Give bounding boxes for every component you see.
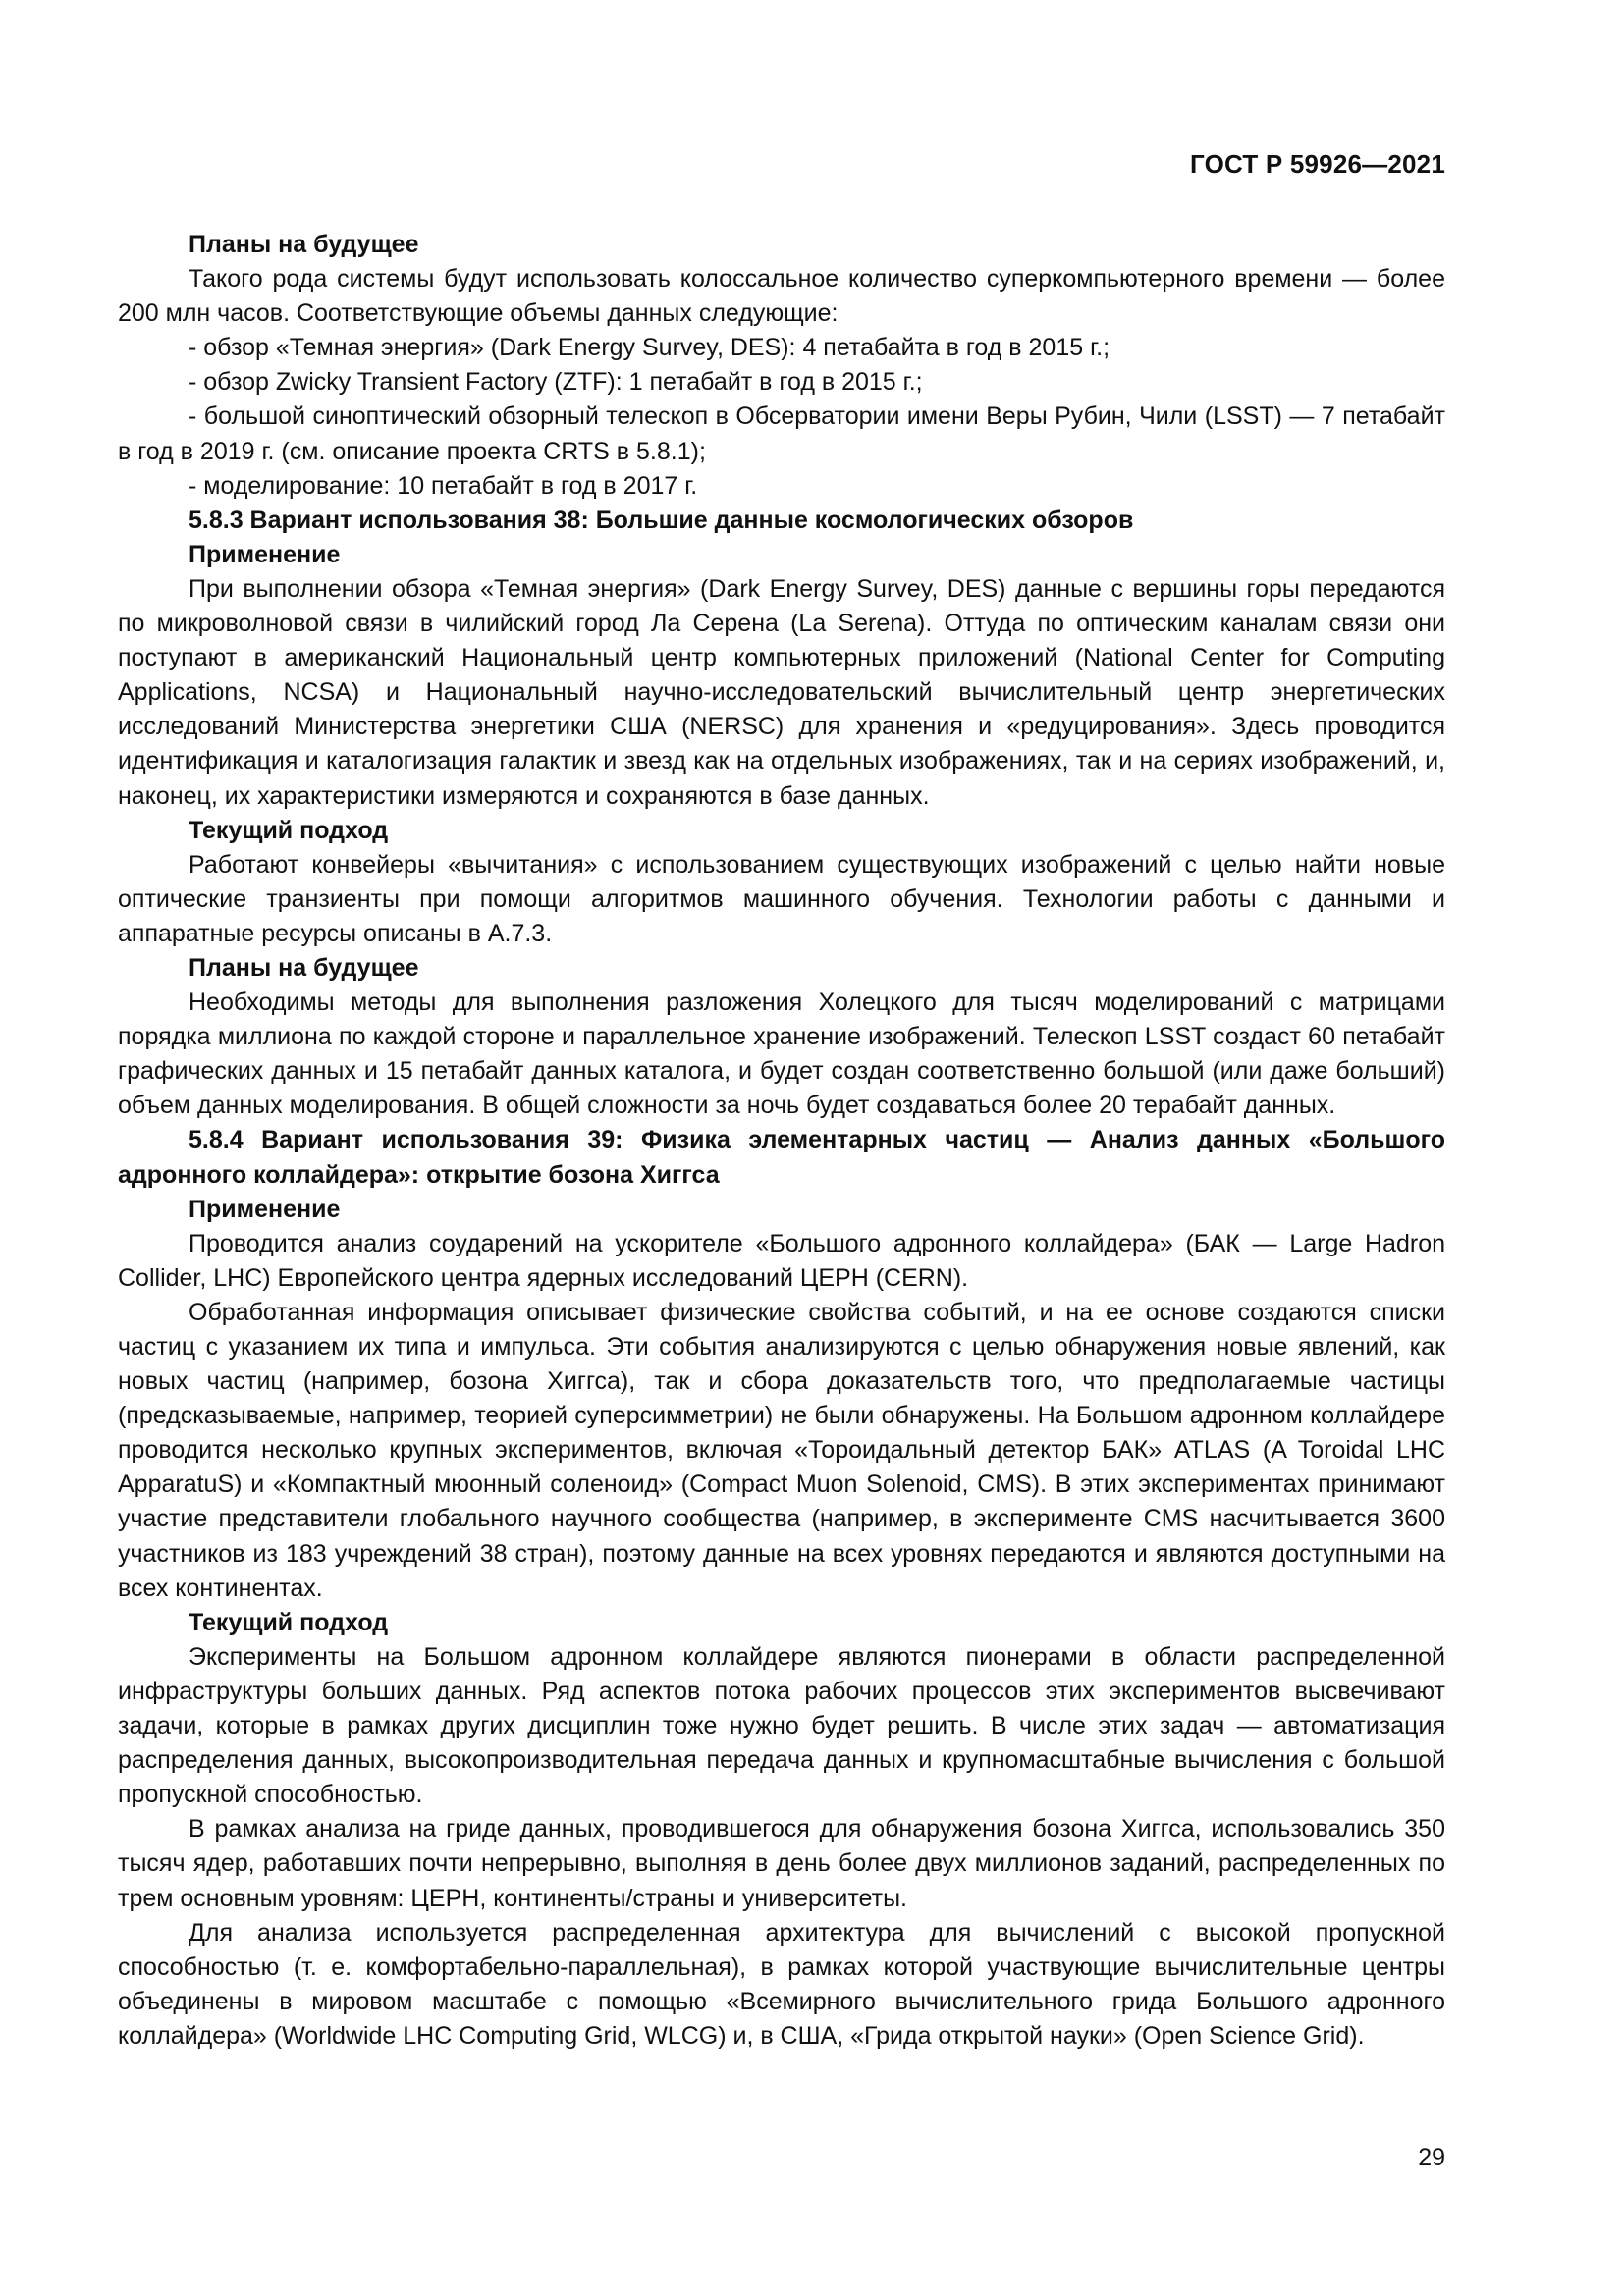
paragraph: Работают конвейеры «вычитания» с использованием существующих изображений с целью найти новые оптические транзиенты при помощи алгоритмов машинного обучения. Технологии работы с данными и аппаратные ресурсы описаны в А.7.3.	[118, 850, 1445, 947]
list-item: - моделирование: 10 петабайт в год в 2017 г.	[189, 471, 698, 500]
paragraph: Проводится анализ соударений на ускорителе «Большого адронного коллайдера» (БАК — Large Hadron Collider, LHC) Европейского центра ядерных исследований ЦЕРН (CERN).	[118, 1229, 1445, 1292]
section-heading-5-8-3: 5.8.3 Вариант использования 38: Большие данные космологических обзоров	[189, 506, 1134, 534]
heading-future-plans: Планы на будущее	[189, 231, 419, 258]
page-number: 29	[1418, 2144, 1445, 2171]
paragraph: Такого рода системы будут использовать колоссальное количество суперкомпьютерного времени — более 200 млн часов. Соответствующие объемы данных следующие:	[118, 265, 1445, 328]
paragraph: Для анализа используется распределенная архитектура для вычислений с высокой пропускной способностью (т. е. комфортабельно-параллельная), в рамках которой участвующие вычислительные центры объединены в мировом масштабе с помощью «Всемирного вычислительного грида Большого адронного коллайдера» (Worldwide LHC Computing Grid, WLCG) и, в США, «Грида открытой науки» (Open Science Grid).	[118, 1918, 1445, 2050]
paragraph: Эксперименты на Большом адронном коллайдере являются пионерами в области распределенной инфраструктуры больших данных. Ряд аспектов потока рабочих процессов этих экспериментов высвечивают задачи, которые в рамках других дисциплин тоже нужно будет решить. В числе этих задач — автоматизация распределения данных, высокопроизводительная передача данных и крупномасштабные вычисления с большой пропускной способностью.	[118, 1642, 1445, 1809]
paragraph: Обработанная информация описывает физические свойства событий, и на ее основе создаются списки частиц с указанием их типа и импульса. Эти события анализируются с целью обнаружения новые явлений, как новых частиц (например, бозона Хиггса), так и сбора доказательств того, что предполагаемые частицы (предсказываемые, например, теорией суперсимметрии) не были обнаружены. На Большом адронном коллайдере проводится несколько крупных экспериментов, включая «Тороидальный детектор БАК» ATLAS (A Toroidal LHC ApparatuS) и «Компактный мюонный соленоид» (Compact Muon Solenoid, CMS). В этих экспериментах принимают участие представители глобального научного сообщества (например, в эксперименте CMS насчитывается 3600 участников из 183 учреждений 38 стран), поэтому данные на всех уровнях передаются и являются доступными на всех континентах.	[118, 1298, 1445, 1602]
document-code: ГОСТ Р 59926—2021	[1190, 149, 1445, 179]
paragraph: В рамках анализа на гриде данных, проводившегося для обнаружения бозона Хиггса, использовались 350 тысяч ядер, работавших почти непрерывно, выполняя в день более двух миллионов заданий, распределенных по трем основным уровням: ЦЕРН, континенты/страны и университеты.	[118, 1815, 1445, 1912]
paragraph: Необходимы методы для выполнения разложения Холецкого для тысяч моделирований с матрицами порядка миллиона по каждой стороне и параллельное хранение изображений. Телескоп LSST создаст 60 петабайт графических данных и 15 петабайт данных каталога, и будет создан соответственно большой (или даже больший) объем данных моделирования. В общей сложности за ночь будет создаваться более 20 терабайт данных.	[118, 988, 1445, 1120]
section-heading-5-8-4: 5.8.4 Вариант использования 39: Физика элементарных частиц — Анализ данных «Большого адронного коллайдера»: открытие бозона Хиггса	[118, 1126, 1445, 1189]
heading-application: Применение	[189, 540, 341, 568]
heading-future-plans: Планы на будущее	[189, 953, 419, 982]
list-item: - обзор «Темная энергия» (Dark Energy Survey, DES): 4 петабайта в год в 2015 г.;	[189, 334, 1110, 362]
heading-current-approach: Текущий подход	[189, 816, 389, 844]
heading-current-approach: Текущий подход	[189, 1608, 389, 1636]
list-item: - обзор Zwicky Transient Factory (ZTF): 1 петабайт в год в 2015 г.;	[189, 368, 923, 397]
paragraph: При выполнении обзора «Темная энергия» (Dark Energy Survey, DES) данные с вершины горы передаются по микроволновой связи в чилийский город Ла Серена (La Serena). Оттуда по оптическим каналам связи они поступают в американский Национальный центр компьютерных приложений (National Center for Computing Applications, NCSA) и Национальный научно-исследовательский вычислительный центр энергетических исследований Министерства энергетики США (NERSC) для хранения и «редуцирования». Здесь проводится идентификация и каталогизация галактик и звезд как на отдельных изображениях, так и на сериях изображений, и, наконец, их характеристики измеряются и сохраняются в базе данных.	[118, 574, 1445, 810]
document-body	[118, 228, 1445, 2054]
heading-application: Применение	[189, 1195, 341, 1223]
list-item: - большой синоптический обзорный телескоп в Обсерватории имени Веры Рубин, Чили (LSST) — 7 петабайт в год в 2019 г. (см. описание проекта CRTS в 5.8.1);	[118, 402, 1445, 465]
